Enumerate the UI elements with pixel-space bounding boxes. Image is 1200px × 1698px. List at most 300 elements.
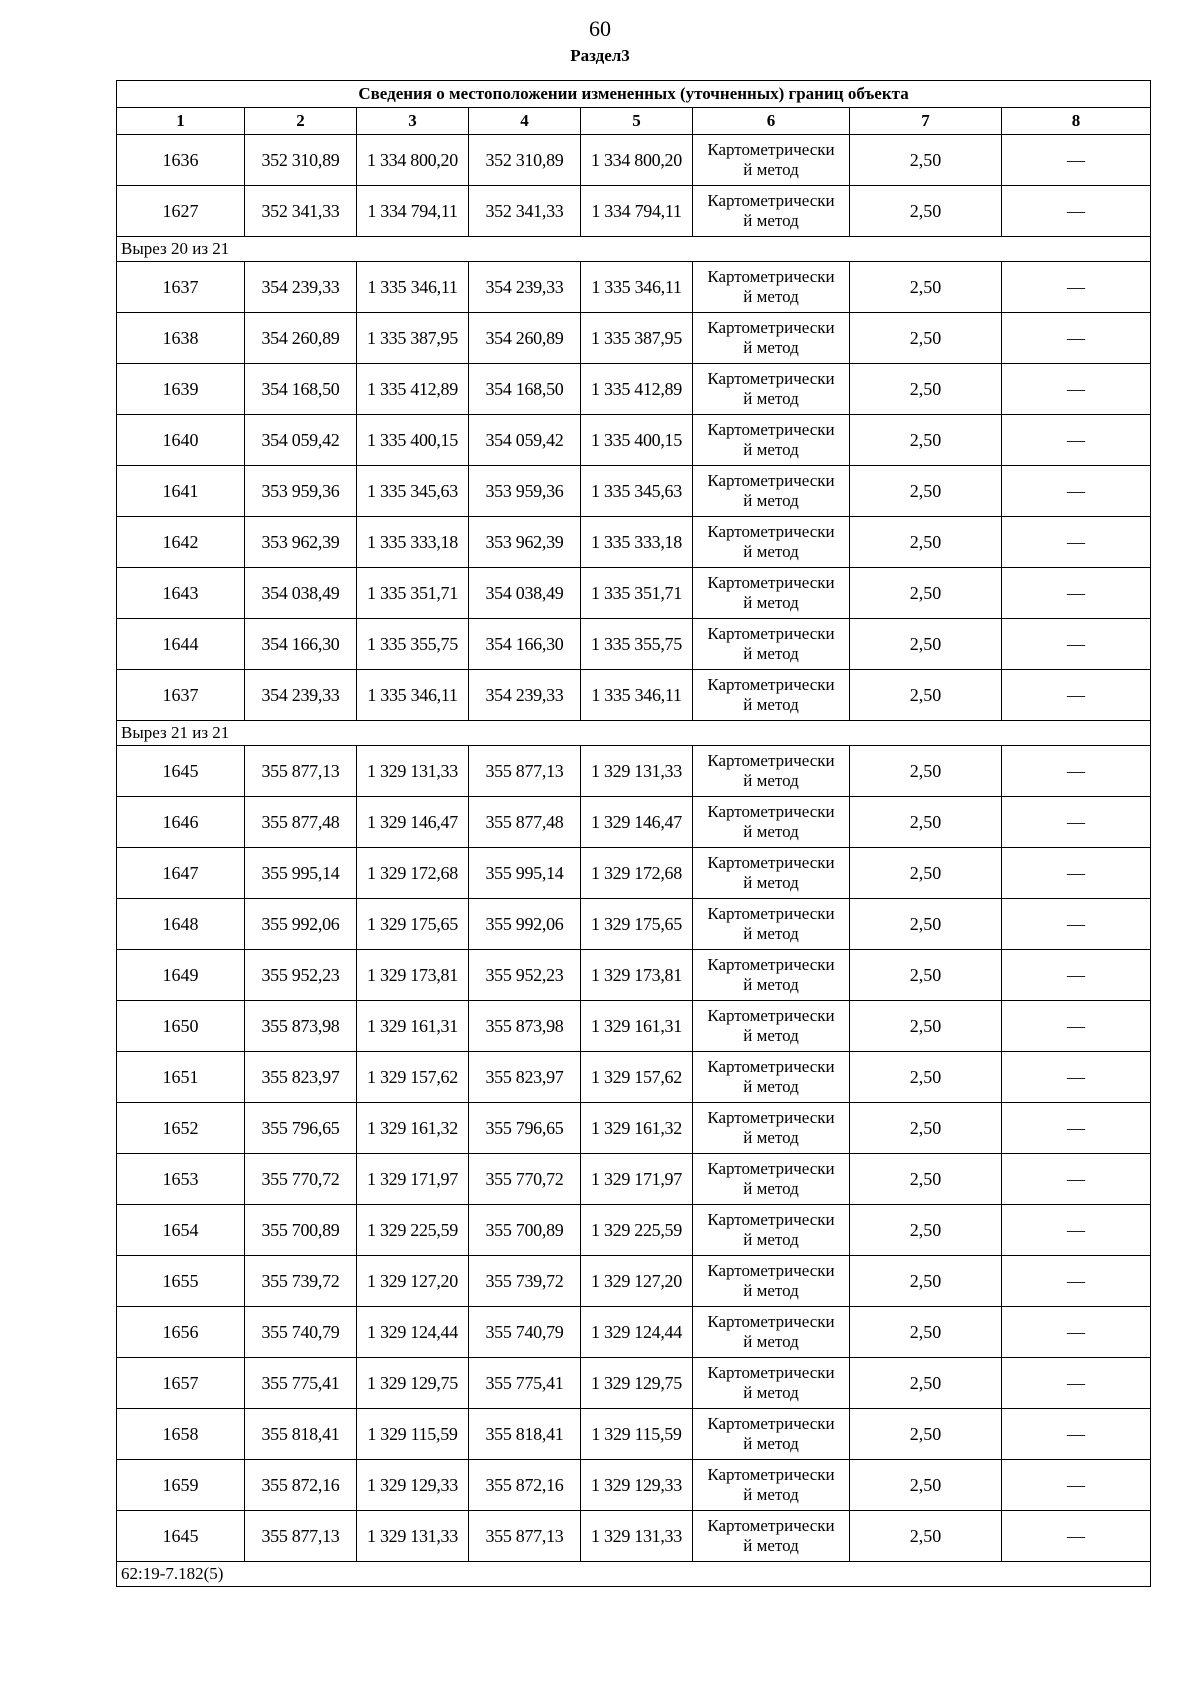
- x-new-cell: 354 239,33: [469, 670, 581, 721]
- y-old-cell: 1 329 173,81: [357, 950, 469, 1001]
- accuracy-cell: 2,50: [850, 313, 1002, 364]
- method-cell: [693, 1307, 850, 1358]
- x-old-cell: 354 166,30: [245, 619, 357, 670]
- method-cell: [693, 1460, 850, 1511]
- point-number-cell: 1651: [117, 1052, 245, 1103]
- table-row: [117, 1256, 1151, 1307]
- y-new-cell: 1 329 172,68: [581, 848, 693, 899]
- x-new-cell: 355 877,13: [469, 746, 581, 797]
- method-cell: [693, 364, 850, 415]
- method-line: Картометрически: [707, 191, 835, 210]
- method-line: й метод: [743, 873, 799, 892]
- description-cell: —: [1002, 1307, 1151, 1358]
- description-cell: —: [1002, 1103, 1151, 1154]
- table-row: [117, 415, 1151, 466]
- table-row: [117, 1052, 1151, 1103]
- point-number-cell: 1657: [117, 1358, 245, 1409]
- x-new-cell: 353 959,36: [469, 466, 581, 517]
- table-row: [117, 466, 1151, 517]
- accuracy-cell: 2,50: [850, 517, 1002, 568]
- description-cell: —: [1002, 670, 1151, 721]
- y-new-cell: 1 329 124,44: [581, 1307, 693, 1358]
- x-old-cell: 353 959,36: [245, 466, 357, 517]
- table-row: [117, 797, 1151, 848]
- method-cell: [693, 313, 850, 364]
- point-number-cell: 1659: [117, 1460, 245, 1511]
- y-new-cell: 1 329 131,33: [581, 746, 693, 797]
- accuracy-cell: 2,50: [850, 1460, 1002, 1511]
- y-old-cell: 1 335 346,11: [357, 262, 469, 313]
- description-cell: —: [1002, 1154, 1151, 1205]
- x-old-cell: 355 877,48: [245, 797, 357, 848]
- y-old-cell: 1 334 794,11: [357, 186, 469, 237]
- y-old-cell: 1 335 346,11: [357, 670, 469, 721]
- table-row: [117, 1103, 1151, 1154]
- point-number-cell: 1655: [117, 1256, 245, 1307]
- y-new-cell: 1 329 161,32: [581, 1103, 693, 1154]
- method-line: Картометрически: [707, 573, 835, 592]
- method-line: Картометрически: [707, 1108, 835, 1127]
- x-old-cell: 354 260,89: [245, 313, 357, 364]
- accuracy-cell: 2,50: [850, 619, 1002, 670]
- accuracy-cell: 2,50: [850, 746, 1002, 797]
- y-new-cell: 1 329 161,31: [581, 1001, 693, 1052]
- y-old-cell: 1 329 131,33: [357, 746, 469, 797]
- description-cell: —: [1002, 517, 1151, 568]
- x-new-cell: 355 770,72: [469, 1154, 581, 1205]
- y-old-cell: 1 329 225,59: [357, 1205, 469, 1256]
- column-header: 7: [850, 108, 1002, 135]
- method-line: й метод: [743, 644, 799, 663]
- group-label: Вырез 20 из 21: [117, 237, 1151, 262]
- accuracy-cell: 2,50: [850, 1256, 1002, 1307]
- table-header-row: [117, 108, 1151, 135]
- y-new-cell: 1 335 412,89: [581, 364, 693, 415]
- y-new-cell: 1 335 346,11: [581, 262, 693, 313]
- accuracy-cell: 2,50: [850, 848, 1002, 899]
- method-line: Картометрически: [707, 904, 835, 923]
- table-row: [117, 950, 1151, 1001]
- y-old-cell: 1 335 345,63: [357, 466, 469, 517]
- x-old-cell: 353 962,39: [245, 517, 357, 568]
- table-row: [117, 746, 1151, 797]
- method-line: й метод: [743, 1281, 799, 1300]
- y-old-cell: 1 329 157,62: [357, 1052, 469, 1103]
- method-line: й метод: [743, 593, 799, 612]
- method-cell: [693, 899, 850, 950]
- y-old-cell: 1 334 800,20: [357, 135, 469, 186]
- method-line: Картометрически: [707, 1363, 835, 1382]
- point-number-cell: 1647: [117, 848, 245, 899]
- y-new-cell: 1 335 355,75: [581, 619, 693, 670]
- method-line: й метод: [743, 211, 799, 230]
- method-line: й метод: [743, 389, 799, 408]
- x-old-cell: 354 038,49: [245, 568, 357, 619]
- x-old-cell: 352 310,89: [245, 135, 357, 186]
- method-line: Картометрически: [707, 1006, 835, 1025]
- coordinates-table: [116, 80, 1151, 1587]
- cadastral-number: 62:19-7.182(5): [117, 1562, 1151, 1587]
- group-label: Вырез 21 из 21: [117, 721, 1151, 746]
- y-new-cell: 1 335 351,71: [581, 568, 693, 619]
- method-cell: [693, 186, 850, 237]
- method-line: Картометрически: [707, 1465, 835, 1484]
- point-number-cell: 1649: [117, 950, 245, 1001]
- accuracy-cell: 2,50: [850, 899, 1002, 950]
- method-line: Картометрически: [707, 853, 835, 872]
- y-old-cell: 1 329 161,31: [357, 1001, 469, 1052]
- description-cell: —: [1002, 262, 1151, 313]
- method-cell: [693, 1205, 850, 1256]
- x-old-cell: 354 168,50: [245, 364, 357, 415]
- method-cell: [693, 797, 850, 848]
- x-new-cell: 355 818,41: [469, 1409, 581, 1460]
- method-line: Картометрически: [707, 1159, 835, 1178]
- table-row: [117, 186, 1151, 237]
- method-line: й метод: [743, 1128, 799, 1147]
- x-new-cell: 355 775,41: [469, 1358, 581, 1409]
- method-line: й метод: [743, 1179, 799, 1198]
- description-cell: —: [1002, 313, 1151, 364]
- table-row: [117, 899, 1151, 950]
- x-old-cell: 355 740,79: [245, 1307, 357, 1358]
- x-new-cell: 355 952,23: [469, 950, 581, 1001]
- method-cell: [693, 619, 850, 670]
- y-new-cell: 1 329 171,97: [581, 1154, 693, 1205]
- section-title: Раздел3: [570, 46, 630, 65]
- accuracy-cell: 2,50: [850, 135, 1002, 186]
- column-header: 4: [469, 108, 581, 135]
- method-cell: [693, 135, 850, 186]
- x-old-cell: 355 877,13: [245, 1511, 357, 1562]
- y-new-cell: 1 329 173,81: [581, 950, 693, 1001]
- x-old-cell: 355 770,72: [245, 1154, 357, 1205]
- description-cell: —: [1002, 186, 1151, 237]
- method-line: й метод: [743, 975, 799, 994]
- accuracy-cell: 2,50: [850, 670, 1002, 721]
- y-new-cell: 1 335 346,11: [581, 670, 693, 721]
- point-number-cell: 1643: [117, 568, 245, 619]
- table-row: [117, 1205, 1151, 1256]
- point-number-cell: 1646: [117, 797, 245, 848]
- method-line: Картометрически: [707, 1516, 835, 1535]
- description-cell: —: [1002, 466, 1151, 517]
- method-cell: [693, 517, 850, 568]
- x-old-cell: 355 952,23: [245, 950, 357, 1001]
- y-old-cell: 1 335 387,95: [357, 313, 469, 364]
- x-old-cell: 355 739,72: [245, 1256, 357, 1307]
- x-new-cell: 354 059,42: [469, 415, 581, 466]
- y-old-cell: 1 335 400,15: [357, 415, 469, 466]
- method-cell: [693, 1103, 850, 1154]
- column-header: 1: [117, 108, 245, 135]
- x-new-cell: 355 823,97: [469, 1052, 581, 1103]
- method-line: Картометрически: [707, 955, 835, 974]
- point-number-cell: 1637: [117, 670, 245, 721]
- method-cell: [693, 1256, 850, 1307]
- x-new-cell: 355 739,72: [469, 1256, 581, 1307]
- table-row: [117, 1307, 1151, 1358]
- method-line: Картометрически: [707, 140, 835, 159]
- method-cell: [693, 950, 850, 1001]
- method-line: Картометрически: [707, 522, 835, 541]
- table-row: [117, 1358, 1151, 1409]
- x-old-cell: 355 877,13: [245, 746, 357, 797]
- y-new-cell: 1 329 129,33: [581, 1460, 693, 1511]
- y-new-cell: 1 329 225,59: [581, 1205, 693, 1256]
- description-cell: —: [1002, 415, 1151, 466]
- y-old-cell: 1 329 161,32: [357, 1103, 469, 1154]
- x-new-cell: 354 168,50: [469, 364, 581, 415]
- x-new-cell: 354 239,33: [469, 262, 581, 313]
- description-cell: —: [1002, 135, 1151, 186]
- table-row: [117, 262, 1151, 313]
- description-cell: —: [1002, 899, 1151, 950]
- page-number: 60: [589, 16, 611, 41]
- x-old-cell: 355 775,41: [245, 1358, 357, 1409]
- x-old-cell: 355 872,16: [245, 1460, 357, 1511]
- table-row: [117, 1001, 1151, 1052]
- x-new-cell: 354 038,49: [469, 568, 581, 619]
- accuracy-cell: 2,50: [850, 1409, 1002, 1460]
- method-line: Картометрически: [707, 751, 835, 770]
- y-old-cell: 1 329 127,20: [357, 1256, 469, 1307]
- method-line: й метод: [743, 822, 799, 841]
- x-new-cell: 355 877,13: [469, 1511, 581, 1562]
- accuracy-cell: 2,50: [850, 1001, 1002, 1052]
- point-number-cell: 1645: [117, 1511, 245, 1562]
- column-header: 6: [693, 108, 850, 135]
- table-row: [117, 1511, 1151, 1562]
- y-old-cell: 1 335 412,89: [357, 364, 469, 415]
- description-cell: —: [1002, 1409, 1151, 1460]
- y-new-cell: 1 335 345,63: [581, 466, 693, 517]
- method-cell: [693, 262, 850, 313]
- method-cell: [693, 415, 850, 466]
- point-number-cell: 1650: [117, 1001, 245, 1052]
- column-header: 3: [357, 108, 469, 135]
- y-new-cell: 1 329 115,59: [581, 1409, 693, 1460]
- method-line: й метод: [743, 160, 799, 179]
- y-old-cell: 1 329 146,47: [357, 797, 469, 848]
- description-cell: —: [1002, 1511, 1151, 1562]
- point-number-cell: 1642: [117, 517, 245, 568]
- y-new-cell: 1 329 129,75: [581, 1358, 693, 1409]
- point-number-cell: 1656: [117, 1307, 245, 1358]
- x-old-cell: 354 239,33: [245, 670, 357, 721]
- description-cell: —: [1002, 1205, 1151, 1256]
- method-cell: [693, 1001, 850, 1052]
- method-line: Картометрически: [707, 1210, 835, 1229]
- point-number-cell: 1644: [117, 619, 245, 670]
- point-number-cell: 1627: [117, 186, 245, 237]
- x-old-cell: 352 341,33: [245, 186, 357, 237]
- method-line: Картометрически: [707, 267, 835, 286]
- group-row: [117, 721, 1151, 746]
- accuracy-cell: 2,50: [850, 568, 1002, 619]
- x-new-cell: 355 796,65: [469, 1103, 581, 1154]
- y-old-cell: 1 329 131,33: [357, 1511, 469, 1562]
- method-cell: [693, 1358, 850, 1409]
- method-line: й метод: [743, 1536, 799, 1555]
- method-line: й метод: [743, 1485, 799, 1504]
- x-old-cell: 355 796,65: [245, 1103, 357, 1154]
- method-cell: [693, 1511, 850, 1562]
- y-old-cell: 1 335 333,18: [357, 517, 469, 568]
- point-number-cell: 1641: [117, 466, 245, 517]
- description-cell: —: [1002, 1256, 1151, 1307]
- description-cell: —: [1002, 1001, 1151, 1052]
- column-header: 2: [245, 108, 357, 135]
- method-line: Картометрически: [707, 1312, 835, 1331]
- method-line: Картометрически: [707, 1414, 835, 1433]
- method-line: Картометрически: [707, 1261, 835, 1280]
- x-old-cell: 354 059,42: [245, 415, 357, 466]
- method-line: Картометрически: [707, 318, 835, 337]
- x-new-cell: 355 700,89: [469, 1205, 581, 1256]
- x-old-cell: 354 239,33: [245, 262, 357, 313]
- table-row: [117, 848, 1151, 899]
- y-new-cell: 1 335 400,15: [581, 415, 693, 466]
- x-old-cell: 355 995,14: [245, 848, 357, 899]
- y-old-cell: 1 329 124,44: [357, 1307, 469, 1358]
- x-new-cell: 354 166,30: [469, 619, 581, 670]
- accuracy-cell: 2,50: [850, 1154, 1002, 1205]
- table-row: [117, 1409, 1151, 1460]
- y-new-cell: 1 335 333,18: [581, 517, 693, 568]
- accuracy-cell: 2,50: [850, 466, 1002, 517]
- method-line: Картометрически: [707, 420, 835, 439]
- column-header: 5: [581, 108, 693, 135]
- description-cell: —: [1002, 1358, 1151, 1409]
- y-old-cell: 1 329 175,65: [357, 899, 469, 950]
- y-new-cell: 1 335 387,95: [581, 313, 693, 364]
- description-cell: —: [1002, 568, 1151, 619]
- footer-row: [117, 1562, 1151, 1587]
- accuracy-cell: 2,50: [850, 364, 1002, 415]
- method-line: й метод: [743, 924, 799, 943]
- x-new-cell: 355 872,16: [469, 1460, 581, 1511]
- method-cell: [693, 568, 850, 619]
- accuracy-cell: 2,50: [850, 1358, 1002, 1409]
- method-cell: [693, 1052, 850, 1103]
- method-cell: [693, 746, 850, 797]
- point-number-cell: 1639: [117, 364, 245, 415]
- point-number-cell: 1653: [117, 1154, 245, 1205]
- method-line: й метод: [743, 542, 799, 561]
- y-new-cell: 1 329 146,47: [581, 797, 693, 848]
- accuracy-cell: 2,50: [850, 1052, 1002, 1103]
- table-row: [117, 1460, 1151, 1511]
- description-cell: —: [1002, 364, 1151, 415]
- method-cell: [693, 848, 850, 899]
- method-line: Картометрически: [707, 471, 835, 490]
- table-title-row: [117, 81, 1151, 108]
- accuracy-cell: 2,50: [850, 262, 1002, 313]
- point-number-cell: 1636: [117, 135, 245, 186]
- table-row: [117, 313, 1151, 364]
- y-new-cell: 1 329 157,62: [581, 1052, 693, 1103]
- method-line: й метод: [743, 1026, 799, 1045]
- x-new-cell: 355 873,98: [469, 1001, 581, 1052]
- description-cell: —: [1002, 950, 1151, 1001]
- point-number-cell: 1652: [117, 1103, 245, 1154]
- method-cell: [693, 1154, 850, 1205]
- method-cell: [693, 466, 850, 517]
- accuracy-cell: 2,50: [850, 797, 1002, 848]
- x-new-cell: 353 962,39: [469, 517, 581, 568]
- description-cell: —: [1002, 797, 1151, 848]
- description-cell: —: [1002, 848, 1151, 899]
- point-number-cell: 1645: [117, 746, 245, 797]
- x-new-cell: 352 341,33: [469, 186, 581, 237]
- method-line: й метод: [743, 1230, 799, 1249]
- x-old-cell: 355 818,41: [245, 1409, 357, 1460]
- method-cell: [693, 1409, 850, 1460]
- y-new-cell: 1 329 127,20: [581, 1256, 693, 1307]
- table-row: [117, 135, 1151, 186]
- method-line: Картометрически: [707, 369, 835, 388]
- point-number-cell: 1658: [117, 1409, 245, 1460]
- point-number-cell: 1648: [117, 899, 245, 950]
- method-line: й метод: [743, 771, 799, 790]
- y-old-cell: 1 329 115,59: [357, 1409, 469, 1460]
- accuracy-cell: 2,50: [850, 1103, 1002, 1154]
- description-cell: —: [1002, 746, 1151, 797]
- y-old-cell: 1 329 171,97: [357, 1154, 469, 1205]
- table-row: [117, 517, 1151, 568]
- table-row: [117, 1154, 1151, 1205]
- x-new-cell: 355 740,79: [469, 1307, 581, 1358]
- x-new-cell: 355 995,14: [469, 848, 581, 899]
- accuracy-cell: 2,50: [850, 1307, 1002, 1358]
- x-old-cell: 355 823,97: [245, 1052, 357, 1103]
- point-number-cell: 1640: [117, 415, 245, 466]
- point-number-cell: 1654: [117, 1205, 245, 1256]
- method-cell: [693, 670, 850, 721]
- y-new-cell: 1 329 175,65: [581, 899, 693, 950]
- description-cell: —: [1002, 1052, 1151, 1103]
- method-line: й метод: [743, 1383, 799, 1402]
- x-new-cell: 355 992,06: [469, 899, 581, 950]
- table-title: Сведения о местоположении измененных (уточненных) границ объекта: [117, 81, 1151, 108]
- method-line: й метод: [743, 1332, 799, 1351]
- point-number-cell: 1637: [117, 262, 245, 313]
- x-old-cell: 355 873,98: [245, 1001, 357, 1052]
- y-new-cell: 1 334 800,20: [581, 135, 693, 186]
- x-new-cell: 352 310,89: [469, 135, 581, 186]
- y-new-cell: 1 329 131,33: [581, 1511, 693, 1562]
- method-line: Картометрически: [707, 802, 835, 821]
- y-new-cell: 1 334 794,11: [581, 186, 693, 237]
- method-line: й метод: [743, 338, 799, 357]
- point-number-cell: 1638: [117, 313, 245, 364]
- y-old-cell: 1 335 355,75: [357, 619, 469, 670]
- method-line: й метод: [743, 287, 799, 306]
- method-line: й метод: [743, 1077, 799, 1096]
- table-row: [117, 619, 1151, 670]
- x-new-cell: 354 260,89: [469, 313, 581, 364]
- method-line: Картометрически: [707, 1057, 835, 1076]
- x-new-cell: 355 877,48: [469, 797, 581, 848]
- method-line: Картометрически: [707, 675, 835, 694]
- y-old-cell: 1 329 129,33: [357, 1460, 469, 1511]
- method-line: Картометрически: [707, 624, 835, 643]
- x-old-cell: 355 700,89: [245, 1205, 357, 1256]
- group-row: [117, 237, 1151, 262]
- accuracy-cell: 2,50: [850, 186, 1002, 237]
- accuracy-cell: 2,50: [850, 415, 1002, 466]
